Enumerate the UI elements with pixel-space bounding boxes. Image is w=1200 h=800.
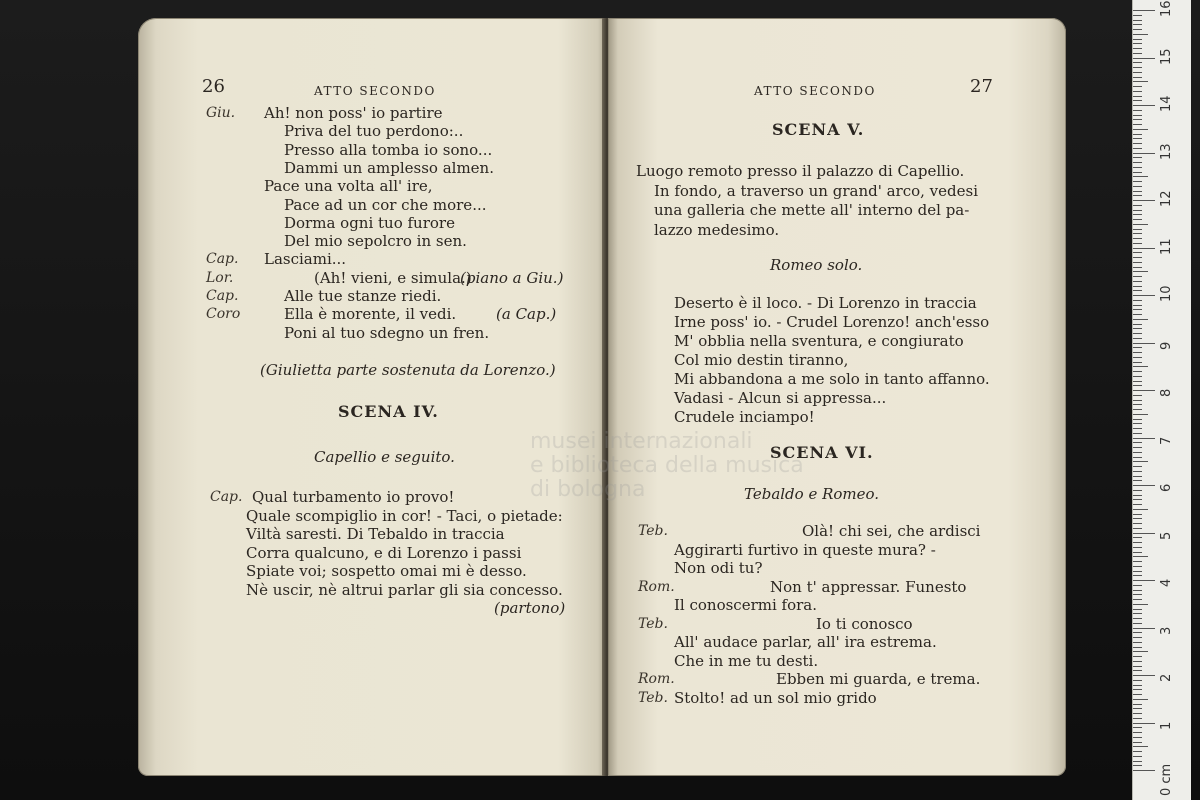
ruler-tick xyxy=(1133,248,1155,249)
verse-line: Quale scompiglio in cor! - Taci, o pietade: xyxy=(246,506,563,525)
ruler-tick xyxy=(1133,96,1142,97)
ruler-tick xyxy=(1133,594,1142,595)
ruler-tick xyxy=(1133,751,1142,752)
verse-line: Che in me tu desti. xyxy=(674,651,819,670)
ruler-tick xyxy=(1133,300,1142,301)
ruler-tick xyxy=(1133,210,1142,211)
ruler-tick xyxy=(1133,637,1142,638)
ruler-tick xyxy=(1133,604,1148,605)
ruler-tick xyxy=(1133,77,1142,78)
ruler-tick xyxy=(1133,238,1142,239)
ruler-number: 11 xyxy=(1159,237,1174,255)
ruler-tick xyxy=(1133,742,1142,743)
verse-line: Olà! chi sei, che ardisci xyxy=(802,522,981,540)
ruler-tick xyxy=(1133,138,1142,139)
scene-title-2: SCENA VI. xyxy=(770,443,874,462)
ruler-number: 4 xyxy=(1159,578,1174,587)
ruler-tick xyxy=(1133,200,1155,201)
watermark-line: di bologna xyxy=(530,477,646,502)
ruler-tick xyxy=(1133,461,1148,462)
ruler-tick xyxy=(1133,556,1148,557)
verse-line: Lasciami... xyxy=(264,250,347,269)
ruler-tick xyxy=(1133,395,1142,396)
verse-line: Crudele inciampo! xyxy=(674,408,815,426)
page-number: 27 xyxy=(970,76,993,97)
ruler-tick xyxy=(1133,400,1142,401)
verse-line: Corra qualcuno, e di Lorenzo i passi xyxy=(246,543,522,562)
ruler-tick xyxy=(1133,414,1148,415)
verse-line: Dorma ogni tuo furore xyxy=(284,213,455,232)
ruler-tick xyxy=(1133,723,1155,724)
verse-line: Pace una volta all' ire, xyxy=(264,177,433,196)
ruler-tick xyxy=(1133,39,1142,40)
ruler-tick xyxy=(1133,499,1142,500)
ruler-number: 8 xyxy=(1159,388,1174,397)
ruler-tick xyxy=(1133,504,1142,505)
ruler-tick xyxy=(1133,290,1142,291)
ruler-tick xyxy=(1133,29,1142,30)
ruler-tick xyxy=(1133,566,1142,567)
ruler-tick xyxy=(1133,737,1142,738)
ruler-tick xyxy=(1133,680,1142,681)
ruler-tick xyxy=(1133,428,1142,429)
page-number: 26 xyxy=(202,76,225,97)
ruler-tick xyxy=(1133,642,1142,643)
ruler-number: 1 xyxy=(1159,721,1174,730)
ruler-tick xyxy=(1133,509,1148,510)
ruler-tick xyxy=(1133,91,1142,92)
speaker-label: Cap. xyxy=(210,489,243,505)
ruler-tick xyxy=(1133,613,1142,614)
scene-characters: Capellio e seguito. xyxy=(314,448,455,466)
running-head: ATTO SECONDO xyxy=(754,84,876,98)
ruler-tick xyxy=(1133,167,1142,168)
ruler-tick xyxy=(1133,514,1142,515)
ruler-tick xyxy=(1133,537,1142,538)
verse-line: Il conoscermi fora. xyxy=(674,596,818,614)
ruler-tick xyxy=(1133,319,1148,320)
verse-line: Poni al tuo sdegno un fren. xyxy=(284,323,490,342)
ruler-tick xyxy=(1133,694,1142,695)
scene-characters: Romeo solo. xyxy=(770,256,863,274)
ruler-tick xyxy=(1133,476,1142,477)
setting-line: In fondo, a traverso un grand' arco, vedesi xyxy=(654,181,979,200)
ruler-tick xyxy=(1133,124,1142,125)
ruler-tick xyxy=(1133,376,1142,377)
ruler-tick xyxy=(1133,628,1155,629)
ruler-tick xyxy=(1133,186,1142,187)
verse-line: Deserto è il loco. - Di Lorenzo in traccia xyxy=(674,294,977,312)
ruler-tick xyxy=(1133,495,1142,496)
verse-line: Spiate voi; sospetto omai mi è desso. xyxy=(246,562,527,580)
ruler-number: 12 xyxy=(1159,190,1174,207)
ruler-tick xyxy=(1133,286,1142,287)
ruler-unit-label: 0 cm xyxy=(1159,763,1174,796)
verse-line: Col mio destin tiranno, xyxy=(674,351,849,369)
speaker-label: Rom. xyxy=(638,578,675,595)
ruler-tick xyxy=(1133,471,1142,472)
ruler-tick xyxy=(1133,81,1148,82)
ruler-number: 6 xyxy=(1159,483,1174,492)
ruler-tick xyxy=(1133,86,1142,87)
ruler-tick xyxy=(1133,105,1155,106)
ruler-tick xyxy=(1133,656,1142,657)
speaker-label: Coro xyxy=(206,306,241,323)
ruler-tick xyxy=(1133,347,1142,348)
verse-line: Pace ad un cor che more... xyxy=(284,195,487,214)
ruler-tick xyxy=(1133,328,1142,329)
ruler-tick xyxy=(1133,333,1142,334)
ruler-tick xyxy=(1133,191,1142,192)
ruler-tick xyxy=(1133,409,1142,410)
ruler-tick xyxy=(1133,457,1142,458)
ruler-tick xyxy=(1133,571,1142,572)
ruler-tick xyxy=(1133,229,1142,230)
ruler-tick xyxy=(1133,48,1142,49)
ruler-tick xyxy=(1133,685,1142,686)
ruler-tick xyxy=(1133,219,1142,220)
ruler-tick xyxy=(1133,699,1148,700)
ruler-number: 10 xyxy=(1159,285,1174,302)
ruler-tick xyxy=(1133,276,1142,277)
ruler-tick xyxy=(1133,252,1142,253)
left-page xyxy=(138,18,606,776)
stage-direction: (piano a Giu.) xyxy=(460,268,564,287)
verse-line: Priva del tuo perdono:.. xyxy=(284,122,464,141)
verse-line: Non odi tu? xyxy=(674,559,763,577)
verse-line: Alle tue stanze riedi. xyxy=(284,287,442,305)
ruler-tick xyxy=(1133,233,1142,234)
ruler-tick xyxy=(1133,338,1142,339)
ruler-tick xyxy=(1133,67,1142,68)
ruler-tick xyxy=(1133,761,1142,762)
ruler-tick xyxy=(1133,157,1142,158)
ruler-tick xyxy=(1133,20,1142,21)
ruler-tick xyxy=(1133,618,1142,619)
right-page xyxy=(608,18,1066,776)
verse-line: Mi abbandona a me solo in tanto affanno. xyxy=(674,370,990,388)
ruler-tick xyxy=(1133,404,1142,405)
verse-line: Dammi un amplesso almen. xyxy=(284,158,494,177)
ruler-tick xyxy=(1133,523,1142,524)
verse-line: Vadasi - Alcun si appressa... xyxy=(674,389,887,407)
speaker-label: Cap. xyxy=(206,288,239,304)
open-book xyxy=(138,18,1066,776)
watermark xyxy=(530,430,804,502)
ruler-number: 9 xyxy=(1159,341,1174,350)
ruler-tick xyxy=(1133,214,1142,215)
verse-line: Io ti conosco xyxy=(816,614,913,633)
ruler-tick xyxy=(1133,100,1142,101)
scene-characters-2: Tebaldo e Romeo. xyxy=(744,485,880,503)
ruler-tick xyxy=(1133,552,1142,553)
ruler-tick xyxy=(1133,148,1142,149)
ruler-tick xyxy=(1133,466,1142,467)
ruler-tick xyxy=(1133,442,1142,443)
ruler-number: 5 xyxy=(1159,531,1174,540)
ruler-number: 3 xyxy=(1159,626,1174,635)
stage-direction: (Giulietta parte sostenuta da Lorenzo.) xyxy=(260,361,556,379)
ruler-tick xyxy=(1133,305,1142,306)
ruler-tick xyxy=(1133,162,1142,163)
running-head: ATTO SECONDO xyxy=(314,84,436,98)
verse-line: Irne poss' io. - Crudel Lorenzo! anch'esso xyxy=(674,313,990,331)
ruler-tick xyxy=(1133,419,1142,420)
ruler-tick xyxy=(1133,452,1142,453)
ruler-tick xyxy=(1133,423,1142,424)
scene-title: SCENA V. xyxy=(772,120,865,139)
stage-direction: (a Cap.) xyxy=(496,305,557,324)
ruler-tick xyxy=(1133,343,1155,344)
speaker-label: Teb. xyxy=(638,615,668,632)
ruler-tick xyxy=(1133,675,1155,676)
verse-line: Del mio sepolcro in sen. xyxy=(284,232,467,251)
ruler-number: 7 xyxy=(1159,436,1174,445)
ruler-tick xyxy=(1133,746,1148,747)
speaker-label: Teb. xyxy=(638,689,668,706)
ruler-tick xyxy=(1133,24,1142,25)
ruler-number: 14 xyxy=(1159,95,1174,112)
ruler-tick xyxy=(1133,295,1155,296)
verse-line: Ella è morente, il vedi. xyxy=(284,305,457,324)
ruler-tick xyxy=(1133,134,1142,135)
ruler-tick xyxy=(1133,666,1142,667)
ruler-tick xyxy=(1133,480,1142,481)
ruler-tick xyxy=(1133,195,1142,196)
watermark-line: e biblioteca della musica xyxy=(530,453,804,478)
speaker-label: Teb. xyxy=(638,523,668,539)
ruler-tick xyxy=(1133,58,1155,59)
verse-line: Viltà saresti. Di Tebaldo in traccia xyxy=(246,525,505,543)
ruler-tick xyxy=(1133,357,1142,358)
ruler-tick xyxy=(1133,62,1142,63)
setting-line: Luogo remoto presso il palazzo di Capellio. xyxy=(636,162,965,180)
ruler-tick xyxy=(1133,176,1148,177)
verse-line: Nè uscir, nè altrui parlar gli sia concesso. xyxy=(246,580,563,599)
verse-line: Presso alla tomba io sono... xyxy=(284,140,493,159)
ruler-tick xyxy=(1133,271,1148,272)
ruler-tick xyxy=(1133,727,1142,728)
ruler-tick xyxy=(1133,15,1142,16)
ruler-tick xyxy=(1133,670,1142,671)
verse-line: Stolto! ad un sol mio grido xyxy=(674,688,877,707)
speaker-label: Giu. xyxy=(206,105,236,121)
ruler-tick xyxy=(1133,651,1148,652)
verse-line: Ebben mi guarda, e trema. xyxy=(776,670,981,688)
exit-direction: (partono) xyxy=(494,599,566,617)
ruler-tick xyxy=(1133,153,1155,154)
ruler-tick xyxy=(1133,704,1142,705)
ruler-tick xyxy=(1133,72,1142,73)
ruler-tick xyxy=(1133,381,1142,382)
verse-line: Aggirarti furtivo in queste mura? - xyxy=(674,540,936,559)
ruler-tick xyxy=(1133,590,1142,591)
ruler-tick xyxy=(1133,528,1142,529)
watermark-line: musei internazionali xyxy=(530,429,753,454)
ruler-tick xyxy=(1133,314,1142,315)
ruler-tick xyxy=(1133,623,1142,624)
ruler-tick xyxy=(1133,518,1142,519)
ruler-tick xyxy=(1133,371,1142,372)
ruler-tick xyxy=(1133,661,1142,662)
ruler-tick xyxy=(1133,732,1142,733)
ruler-tick xyxy=(1133,647,1142,648)
ruler-tick xyxy=(1133,181,1142,182)
ruler-tick xyxy=(1133,433,1142,434)
ruler-tick xyxy=(1133,713,1142,714)
setting-line: una galleria che mette all' interno del pa- xyxy=(654,201,970,219)
ruler-tick xyxy=(1133,115,1142,116)
ruler-tick xyxy=(1133,43,1142,44)
ruler-tick xyxy=(1133,262,1142,263)
ruler-tick xyxy=(1133,224,1148,225)
ruler-tick xyxy=(1133,490,1142,491)
ruler-tick xyxy=(1133,533,1155,534)
ruler-tick xyxy=(1133,129,1148,130)
ruler-tick xyxy=(1133,362,1142,363)
ruler-tick xyxy=(1133,632,1142,633)
ruler-tick xyxy=(1133,599,1142,600)
ruler-tick xyxy=(1133,281,1142,282)
ruler-tick xyxy=(1133,575,1142,576)
ruler-tick xyxy=(1133,609,1142,610)
ruler-tick xyxy=(1133,119,1142,120)
setting-line: lazzo medesimo. xyxy=(654,220,780,239)
ruler-tick xyxy=(1133,366,1148,367)
verse-line: Ah! non poss' io partire xyxy=(264,104,443,122)
measuring-ruler xyxy=(1132,0,1191,800)
ruler-tick xyxy=(1133,547,1142,548)
ruler-tick xyxy=(1133,110,1142,111)
verse-line: (Ah! vieni, e simula.) xyxy=(314,268,472,287)
ruler-tick xyxy=(1133,765,1142,766)
ruler-number: 15 xyxy=(1159,47,1174,65)
ruler-tick xyxy=(1133,770,1155,771)
ruler-tick xyxy=(1133,689,1142,690)
ruler-tick xyxy=(1133,390,1155,391)
verse-line: M' obblia nella sventura, e congiurato xyxy=(674,332,964,350)
ruler-number: 13 xyxy=(1159,142,1174,160)
ruler-tick xyxy=(1133,438,1155,439)
ruler-tick xyxy=(1133,718,1142,719)
ruler-number: 2 xyxy=(1159,673,1174,682)
ruler-tick xyxy=(1133,324,1142,325)
verse-line: Qual turbamento io provo! xyxy=(252,488,455,506)
ruler-tick xyxy=(1133,585,1142,586)
ruler-tick xyxy=(1133,447,1142,448)
ruler-tick xyxy=(1133,10,1155,11)
scene-title: SCENA IV. xyxy=(338,402,439,421)
ruler-tick xyxy=(1133,352,1142,353)
ruler-tick xyxy=(1133,172,1142,173)
ruler-tick xyxy=(1133,485,1155,486)
ruler-tick xyxy=(1133,309,1142,310)
ruler-tick xyxy=(1133,34,1148,35)
ruler-tick xyxy=(1133,561,1142,562)
ruler-tick xyxy=(1133,205,1142,206)
ruler-number: 16 xyxy=(1159,0,1174,17)
ruler-tick xyxy=(1133,267,1142,268)
verse-line: Non t' appressar. Funesto xyxy=(770,577,967,596)
ruler-tick xyxy=(1133,143,1142,144)
speaker-label: Lor. xyxy=(206,269,234,286)
verse-line: All' audace parlar, all' ira estrema. xyxy=(674,633,937,651)
ruler-tick xyxy=(1133,257,1142,258)
ruler-tick xyxy=(1133,53,1142,54)
speaker-label: Rom. xyxy=(638,671,675,687)
ruler-tick xyxy=(1133,580,1155,581)
speaker-label: Cap. xyxy=(206,251,239,268)
ruler-tick xyxy=(1133,385,1142,386)
ruler-tick xyxy=(1133,756,1142,757)
ruler-tick xyxy=(1133,243,1142,244)
ruler-tick xyxy=(1133,542,1142,543)
ruler-tick xyxy=(1133,708,1142,709)
